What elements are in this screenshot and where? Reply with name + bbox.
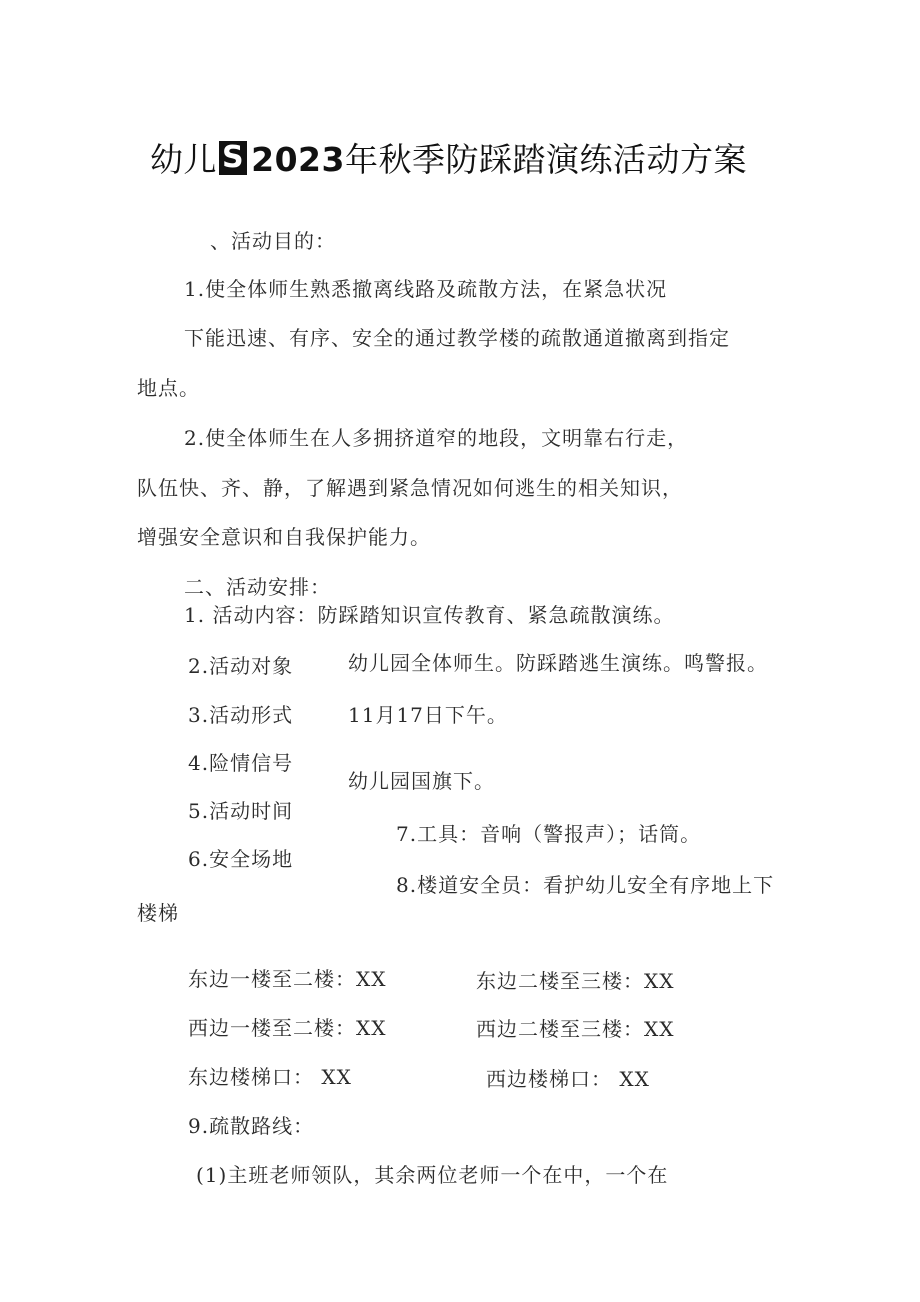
route-1-line-1: (1)主班老师领队，其余两位老师一个在中，一个在 xyxy=(196,1163,669,1187)
item-5-label: 5.活动时间 xyxy=(188,799,294,823)
document-title xyxy=(150,138,747,182)
section-heading-arrangement: 二、活动安排： xyxy=(184,575,331,599)
guard-east-1-2: 东边一楼至二楼：XX xyxy=(188,967,387,991)
item-1-content: 1. 活动内容：防踩踏知识宣传教育、紧急疏散演练。 xyxy=(184,603,675,627)
section-heading-goals: 、活动目的： xyxy=(210,229,336,253)
goal-1-line-1: 1.使全体师生熟悉撤离线路及疏散方法，在紧急状况 xyxy=(184,277,668,301)
item-7-tools: 7.工具：音响（警报声）；话筒。 xyxy=(396,822,702,846)
item-8-continuation: 楼梯 xyxy=(137,901,179,925)
item-8-stair-guard: 8.楼道安全员：看护幼儿安全有序地上下 xyxy=(396,873,775,897)
title-year: 2023 xyxy=(251,140,345,179)
item-4-label: 4.险情信号 xyxy=(188,751,294,775)
title-prefix: 幼儿 xyxy=(150,140,217,179)
guard-west-stair-entrance: 西边楼梯口： XX xyxy=(486,1067,650,1091)
item-6-label: 6.安全场地 xyxy=(188,847,294,871)
guard-east-stair-entrance: 东边楼梯口： XX xyxy=(188,1065,352,1089)
title-suffix: 年秋季防踩踏演练活动方案 xyxy=(344,140,747,179)
goal-2-line-3: 增强安全意识和自我保护能力。 xyxy=(137,525,431,549)
guard-west-2-3: 西边二楼至三楼：XX xyxy=(476,1017,675,1041)
goal-1-line-2: 下能迅速、有序、安全的通过教学楼的疏散通道撤离到指定 xyxy=(184,326,730,350)
goal-2-line-2: 队伍快、齐、静，了解遇到紧急情况如何逃生的相关知识， xyxy=(137,476,683,500)
item-3-value: 11月17日下午。 xyxy=(348,703,508,727)
item-4-value: 幼儿园国旗下。 xyxy=(348,769,495,793)
item-2-value: 幼儿园全体师生。防踩踏逃生演练。鸣警报。 xyxy=(348,651,768,675)
guard-west-1-2: 西边一楼至二楼：XX xyxy=(188,1016,387,1040)
guard-east-2-3: 东边二楼至三楼：XX xyxy=(476,969,675,993)
item-2-label: 2.活动对象 xyxy=(188,654,294,678)
title-badge: S xyxy=(219,141,247,175)
goal-1-line-3: 地点。 xyxy=(137,376,200,400)
item-9-evacuation-route: 9.疏散路线： xyxy=(188,1114,315,1138)
item-3-label: 3.活动形式 xyxy=(188,703,294,727)
goal-2-line-1: 2.使全体师生在人多拥挤道窄的地段，文明靠右行走， xyxy=(184,426,689,450)
